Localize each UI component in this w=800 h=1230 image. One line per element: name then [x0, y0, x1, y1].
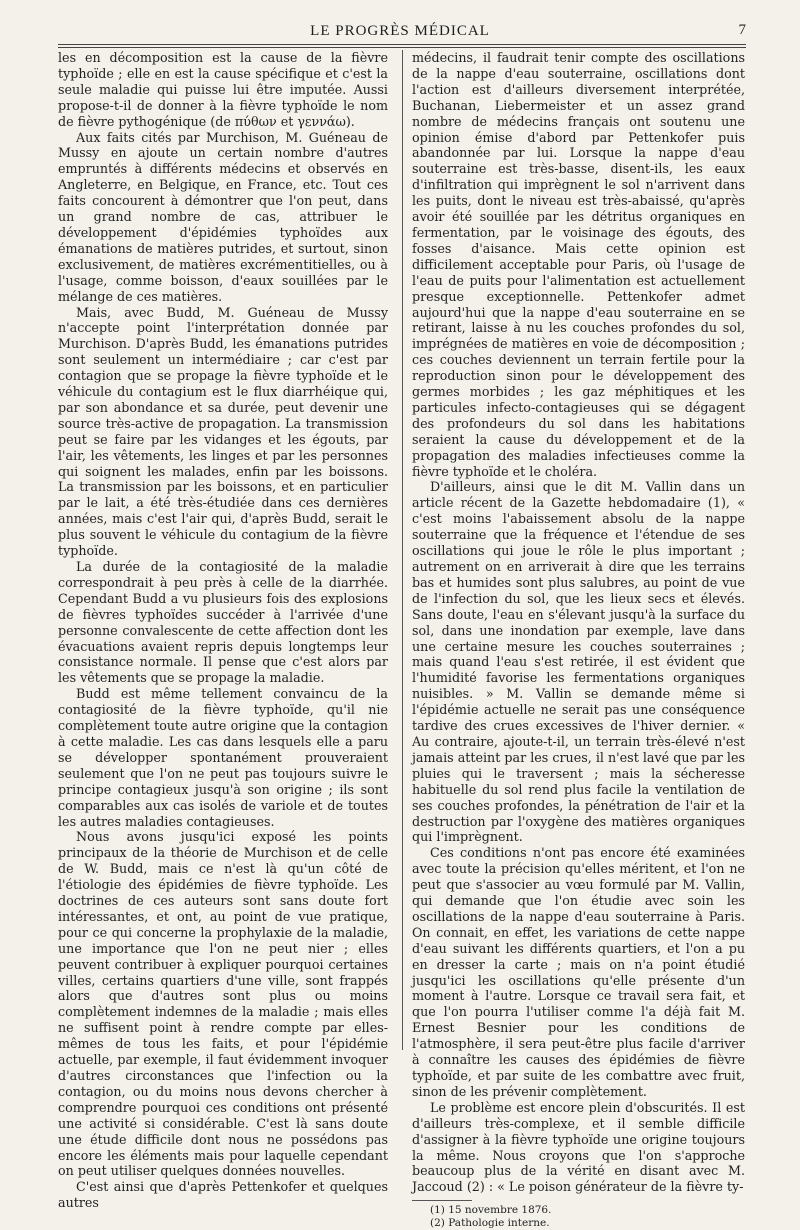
header-rule: [58, 44, 746, 45]
right-column: [412, 50, 745, 1230]
paragraph: La durée de la contagiosité de la maladie correspondrait à peu près à celle de la diarrhée. Cependant Budd a vu plusieurs fois des explosions de fièvres typhoïdes succéder à l'arrivée d'une personne convalescente de cette affection dont les évacuations avaient repris depuis longtemps leur consistance normale. Il pense que c'est alors par les vêtements que se propage la maladie.: [58, 559, 388, 686]
paragraph: Budd est même tellement convaincu de la contagiosité de la fièvre typhoïde, qu'il nie complètement toute autre origine que la contagion à cette maladie. Les cas dans lesquels elle a paru se développer spontanément prouveraient seulement que l'on ne peut pas toujours suivre le principe contagieux jusqu'à son origine ; ils sont comparables aux cas isolés de variole et de toutes les autres maladies contagieuses.: [58, 686, 388, 829]
paragraph: Aux faits cités par Murchison, M. Guéneau de Mussy en ajoute un certain nombre d'autres empruntés à différents médecins et observés en Angleterre, en Belgique, en France, etc. Tout ces faits concourent à démontrer que l'on peut, dans un grand nombre de cas, attribuer le développement d'épidémies typhoïdes aux émanations de matières putrides, et surtout, sinon exclusivement, de matières excrémentitielles, ou à l'usage, comme boisson, d'eaux souillées par le mélange de ces matières.: [58, 129, 388, 304]
footnote-rule: [412, 1200, 472, 1201]
paragraph: D'ailleurs, ainsi que le dit M. Vallin dans un article récent de la Gazette hebdomadaire (1), « c'est moins l'abaissement absolu de la nappe souterraine que la fréquence et l'étendue de ses oscillations qui joue le rôle le plus important ; autrement on en arriverait à dire que les terrains bas et humides sont plus salubres, au point de vue de l'infection du sol, que les lieux secs et élevés. Sans doute, l'eau en s'élevant jusqu'à la surface du sol, dans une inondation par exemple, lave dans une certaine mesure les couches souterraines ; mais quand l'eau s'est retirée, il est évident que l'humidité favorise les fermentations organiques nuisibles. » M. Vallin se demande même si l'épidémie actuelle ne serait pas une conséquence tardive des crues excessives de l'hiver dernier. « Au contraire, ajoute-t-il, un terrain très-élevé n'est jamais atteint par les crues, il n'est lavé que par les pluies qui le traversent ; mais la sécheresse habituelle du sol rend plus facile la ventilation de ses couches profondes, la pénétration de l'air et la destruction par l'oxygène des matières organiques qui l'imprègnent.: [412, 479, 745, 845]
paragraph: C'est ainsi que d'après Pettenkofer et quelques autres: [58, 1179, 388, 1211]
paragraph: Nous avons jusqu'ici exposé les points principaux de la théorie de Murchison et de celle de W. Budd, mais ce n'est là qu'un côté de l'étiologie des épidémies de fièvre typhoïde. Les doctrines de ces auteurs sont sans doute fort intéressantes, et ont, au point de vue pratique, pour ce qui concerne la prophylaxie de la maladie, une importance que l'on ne peut nier ; elles peuvent contribuer à expliquer pourquoi certaines villes, certains quartiers d'une ville, sont frappés alors que d'autres sont plus ou moins complètement indemnes de la maladie ; mais elles ne suffisent point à rendre compte par elles-mêmes de tous les faits, et pour l'épidémie actuelle, par exemple, il faut évidemment invoquer d'autres circonstances que l'infection ou la contagion, ou du moins nous devons chercher à comprendre pourquoi ces conditions ont présenté une activité si considérable. C'est là sans doute une étude difficile dont nous ne possédons pas encore les éléments mais pour laquelle cependant on peut utiliser quelques données nouvelles.: [58, 829, 388, 1179]
column-separator: [402, 50, 403, 1050]
page-number: 7: [738, 22, 746, 38]
paragraph: Mais, avec Budd, M. Guéneau de Mussy n'accepte point l'interprétation donnée par Murchison. D'après Budd, les émanations putrides sont seulement un intermédiaire ; car c'est par contagion que se propage la fièvre typhoïde et le véhicule du contagium est le flux diarrhéique qui, par son abondance et sa durée, peut devenir une source très-active de propagation. La transmission peut se faire par les vidanges et les égouts, par l'air, les vêtements, les linges et par les personnes qui soignent les malades, enfin par les boissons. La transmission par les boissons, et en particulier par le lait, a été très-étudiée dans ces dernières années, mais c'est l'air qui, d'après Budd, serait le plus souvent le véhicule du contagium de la fièvre typhoïde.: [58, 304, 388, 559]
footnote: (2) Pathologie interne.: [430, 1217, 550, 1230]
paragraph: les en décomposition est la cause de la fièvre typhoïde ; elle en est la cause spécifique et c'est la seule maladie qui puisse lui être imputée. Aussi propose-t-il de donner à la fièvre typhoïde le nom de fièvre pythogénique (de πύθων et γεννάω).: [58, 50, 388, 129]
paragraph: Le problème est encore plein d'obscurités. Il est d'ailleurs très-complexe, et il semble difficile d'assigner à la fièvre typhoïde une origine toujours la même. Nous croyons que l'on s'approche beaucoup plus de la vérité en disant avec M. Jaccoud (2) : « Le poison générateur de la fièvre ty-: [412, 1099, 745, 1195]
paragraph: Ces conditions n'ont pas encore été examinées avec toute la précision qu'elles méritent, et l'on ne peut que s'associer au vœu formulé par M. Vallin, qui demande que l'on étudie avec soin les oscillations de la nappe d'eau souterraine à Paris. On connait, en effet, les variations de cette nappe d'eau suivant les différents quartiers, et l'on a pu en dresser la carte ; mais on n'a point étudié jusqu'ici les oscillations qu'elle présente d'un moment à l'autre. Lorsque ce travail sera fait, et que l'on pourra l'utiliser comme l'a déjà fait M. Ernest Besnier pour les conditions de l'atmosphère, il sera peut-être plus facile d'arriver à connaître les causes des épidémies de fièvre typhoïde, et par suite de les combattre avec fruit, sinon de les prévenir complètement.: [412, 845, 745, 1099]
header-rule: [58, 47, 746, 48]
footnote: (1) 15 novembre 1876.: [430, 1204, 552, 1217]
left-column: [58, 50, 388, 1211]
journal-title: LE PROGRÈS MÉDICAL: [310, 23, 490, 39]
paragraph: médecins, il faudrait tenir compte des oscillations de la nappe d'eau souterraine, oscillations dont l'action est d'ailleurs diversement interprétée, Buchanan, Liebermeister et un assez grand nombre de médecins français ont soutenu une opinion émise d'abord par Pettenkofer puis abandonnée par lui. Lorsque la nappe d'eau souterraine est très-basse, disent-ils, les eaux d'infiltration qui imprègnent le sol n'arrivent dans les puits, dont le niveau est très-abaissé, qu'après avoir été souillée par les détritus organiques en fermentation, par le voisinage des égouts, des fosses d'aisance. Mais cette opinion est difficilement acceptable pour Paris, où l'usage de l'eau de puits pour l'alimentation est actuellement presque exceptionnelle. Pettenkofer admet aujourd'hui que la nappe d'eau souterraine en se retirant, laisse à nu les couches profondes du sol, imprégnées de matières en voie de décomposition ; ces couches deviennent un terrain fertile pour la reproduction sinon pour le développement des germes morbides ; les gaz méphitiques et les particules infecto-contagieuses qui se dégagent des profondeurs du sol dans les habitations seraient la cause du développement et de la propagation des maladies infectieuses comme la fièvre typhoïde et le choléra.: [412, 50, 745, 479]
